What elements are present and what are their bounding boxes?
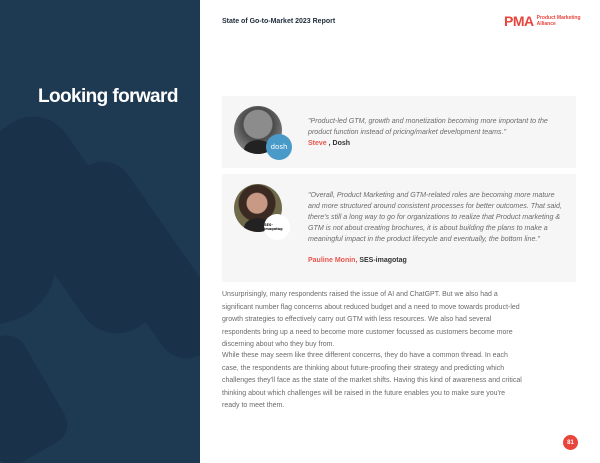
attribution-name: Steve: [308, 140, 327, 147]
logo-text: [537, 15, 581, 27]
attribution-company: , Dosh: [326, 140, 351, 147]
quote-text: "Overall, Product Marketing and GTM-related roles are becoming more mature and more structured around consistent processes for better outcomes. That said, there's still a long way to go for organizations to realize that Product marketing & GTM is not about creating brochures, it is about building the plans to make a meaningful impact in the product lifecycle and eventually, the bottom line.": [308, 191, 562, 243]
body-paragraph: While these may seem like three different concerns, they do have a common thread. In each case, the respondents are thinking about future-proofing their strategy and predicting which challenges they'll face as the state of the market shifts. Having this kind of awareness and critical thinking about which challenges will be raised in the future enables you to make sure you're ready to meet them.: [222, 352, 522, 409]
body-paragraph: Unsurprisingly, many respondents raised the issue of AI and ChatGPT. But we also had a significant number flag concerns about reduced budget and a need to move towards product-led growth strategies to effectively carry out GTM with less resources. We also had several respondents bring up a need to become more customer focussed as customers become more discerning about who they buy from.: [222, 291, 520, 348]
attribution-name: Pauline Monin,: [308, 257, 358, 264]
quote-card: [222, 174, 576, 282]
pma-logo: [504, 14, 581, 28]
page-heading: Looking forward: [38, 86, 178, 107]
dosh-logo-icon: dosh: [266, 134, 292, 160]
quote-text: "Product-led GTM, growth and monetization becoming more important to the product function instead of pricing/market development teams.": [308, 117, 548, 136]
ses-imagotag-logo-icon: SES-imagotag: [264, 214, 290, 240]
decorative-shape: [0, 328, 75, 463]
logo-mark-icon: PMA: [504, 13, 534, 29]
quote-attribution: [308, 140, 350, 147]
report-title: State of Go-to-Market 2023 Report: [222, 18, 336, 25]
logo-text-line1: Product Marketing: [536, 15, 581, 21]
page-number-badge: 81: [563, 435, 578, 450]
logo-text-line2: Alliance: [536, 21, 556, 27]
quote-card: [222, 96, 576, 168]
attribution-company: SES-imagotag: [357, 257, 407, 264]
quote-attribution: [308, 257, 407, 264]
sidebar-panel: [0, 0, 200, 463]
